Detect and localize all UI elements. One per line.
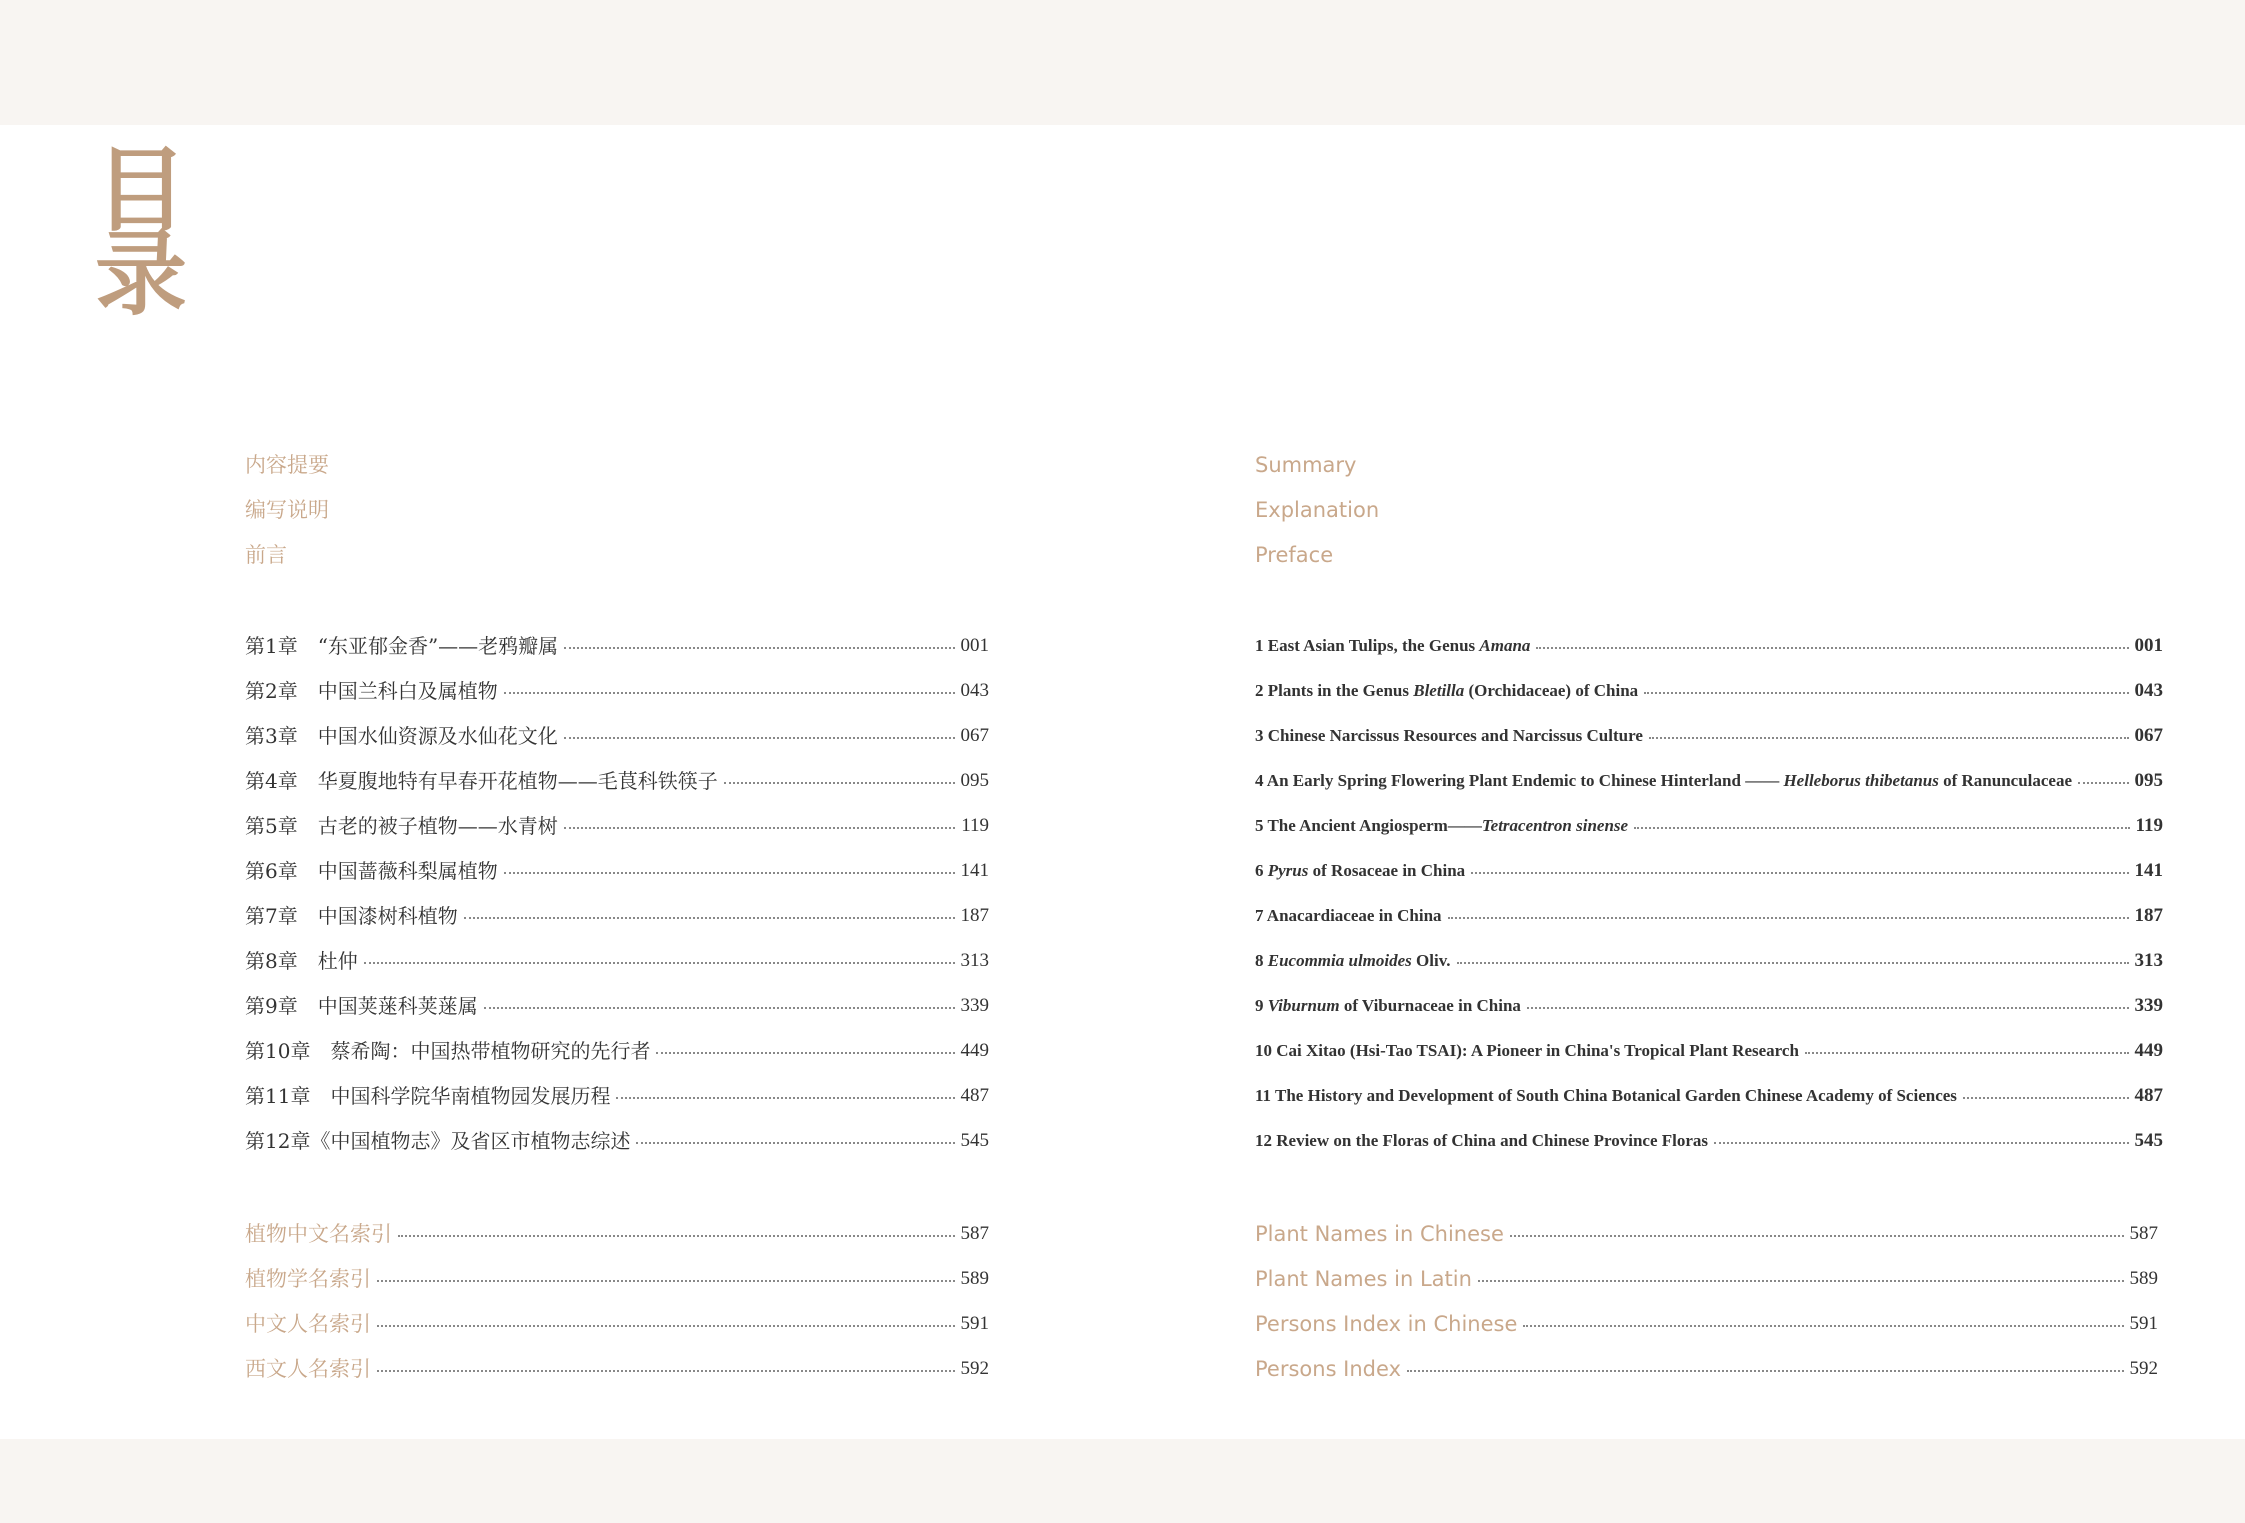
leader-dots (484, 1007, 955, 1009)
page-number: 545 (2134, 1130, 2163, 1151)
chapter-title: 第8章 杜仲 (245, 949, 358, 973)
chapter-title: 第7章 中国漆树科植物 (245, 904, 458, 928)
page-number: 187 (960, 905, 989, 926)
chapter-title: 9 Viburnum of Viburnaceae in China (1255, 996, 1521, 1015)
chapter-title: 第1章 “东亚郁金香”——老鸦瓣属 (245, 634, 559, 658)
toc-chapter-entry-en[interactable] (1255, 986, 2163, 1026)
leader-dots (1523, 1325, 2123, 1327)
index-title: Persons Index (1255, 1357, 1401, 1381)
leader-dots (398, 1235, 955, 1237)
chapter-title: 2 Plants in the Genus Bletilla (Orchidaceae) of China (1255, 681, 1639, 700)
index-title: 中文人名索引 (245, 1312, 371, 1336)
bottom-margin-band (0, 1439, 2245, 1523)
leader-dots (656, 1052, 954, 1054)
page-number: 313 (960, 950, 989, 971)
toc-chapter-entry-zh[interactable] (245, 1076, 989, 1116)
index-title: 西文人名索引 (245, 1357, 371, 1381)
chapter-title: 6 Pyrus of Rosaceae in China (1255, 861, 1466, 880)
leader-dots (377, 1370, 955, 1372)
leader-dots (564, 647, 954, 649)
leader-dots (2078, 782, 2128, 784)
page-number: 449 (960, 1040, 989, 1061)
index-title: Plant Names in Latin (1255, 1267, 1472, 1291)
toc-chapter-entry-en[interactable] (1255, 851, 2163, 891)
leader-dots (1448, 917, 2129, 919)
toc-index-entry-zh[interactable] (245, 1214, 989, 1254)
page-number: 043 (2134, 680, 2163, 701)
page-number: 339 (960, 995, 989, 1016)
leader-dots (377, 1280, 955, 1282)
page-number: 592 (2129, 1358, 2158, 1379)
toc-front-label: 编写说明 (245, 498, 329, 522)
leader-dots (724, 782, 955, 784)
chapter-title: 第11章 中国科学院华南植物园发展历程 (245, 1084, 611, 1108)
toc-front-item-en[interactable] (1255, 490, 2163, 530)
chapter-title: 第3章 中国水仙资源及水仙花文化 (245, 724, 558, 748)
page-title (95, 136, 205, 328)
page-number: 449 (2134, 1040, 2163, 1061)
leader-dots (377, 1325, 955, 1327)
chapter-title: 第5章 古老的被子植物——水青树 (245, 814, 558, 838)
page-number: 589 (960, 1268, 989, 1289)
chapter-title: 11 The History and Development of South China Botanical Garden Chinese Academy of Sciences (1255, 1086, 1957, 1105)
toc-chapter-entry-zh[interactable] (245, 896, 989, 936)
page-number: 067 (960, 725, 989, 746)
toc-chapter-entry-en[interactable] (1255, 806, 2163, 846)
leader-dots (1527, 1007, 2129, 1009)
leader-dots (1471, 872, 2128, 874)
leader-dots (564, 827, 955, 829)
toc-chapter-entry-en[interactable] (1255, 1076, 2163, 1116)
toc-index-entry-zh[interactable] (245, 1304, 989, 1344)
leader-dots (1510, 1235, 2124, 1237)
toc-front-item-zh[interactable] (245, 445, 989, 485)
page-number: 043 (960, 680, 989, 701)
page-number: 592 (960, 1358, 989, 1379)
page-title-char-2: 录 (95, 220, 188, 328)
index-title: 植物学名索引 (245, 1267, 371, 1291)
chapter-title: 第9章 中国荚蒾科荚蒾属 (245, 994, 478, 1018)
chapter-title: 第6章 中国蔷薇科梨属植物 (245, 859, 498, 883)
toc-chapter-entry-zh[interactable] (245, 1121, 989, 1161)
leader-dots (504, 692, 955, 694)
page-number: 095 (960, 770, 989, 791)
toc-index-entry-en[interactable] (1255, 1259, 2158, 1299)
chapter-title: 第2章 中国兰科白及属植物 (245, 679, 498, 703)
toc-chapter-entry-zh[interactable] (245, 1031, 989, 1071)
page-number: 591 (2129, 1313, 2158, 1334)
toc-front-label: Explanation (1255, 498, 1380, 522)
leader-dots (1634, 827, 2129, 829)
page-number: 067 (2134, 725, 2163, 746)
chapter-title: 1 East Asian Tulips, the Genus Amana (1255, 636, 1531, 655)
page-number: 591 (960, 1313, 989, 1334)
toc-chapter-entry-en[interactable] (1255, 896, 2163, 936)
leader-dots (1644, 692, 2128, 694)
toc-chapter-entry-zh[interactable] (245, 806, 989, 846)
chapter-title: 第4章 华夏腹地特有早春开花植物——毛茛科铁筷子 (245, 769, 718, 793)
toc-index-entry-zh[interactable] (245, 1259, 989, 1299)
toc-chapter-entry-en[interactable] (1255, 1121, 2163, 1161)
leader-dots (1457, 962, 2129, 964)
leader-dots (636, 1142, 954, 1144)
chapter-title: 第12章《中国植物志》及省区市植物志综述 (245, 1129, 631, 1153)
toc-chapter-entry-zh[interactable] (245, 761, 989, 801)
chapter-title: 5 The Ancient Angiosperm——Tetracentron sinense (1255, 816, 1629, 835)
toc-chapter-entry-en[interactable] (1255, 716, 2163, 756)
toc-chapter-entry-en[interactable] (1255, 671, 2163, 711)
toc-chapter-entry-en[interactable] (1255, 761, 2163, 801)
chapter-title: 7 Anacardiaceae in China (1255, 906, 1442, 925)
toc-index-entry-zh[interactable] (245, 1349, 989, 1389)
toc-chapter-entry-zh[interactable] (245, 986, 989, 1026)
index-title: Plant Names in Chinese (1255, 1222, 1504, 1246)
page-number: 587 (2129, 1223, 2158, 1244)
page-number: 095 (2134, 770, 2163, 791)
page-number: 545 (960, 1130, 989, 1151)
page-number: 339 (2134, 995, 2163, 1016)
toc-front-label: 前言 (245, 543, 287, 567)
toc-front-label: Preface (1255, 543, 1334, 567)
toc-chapter-entry-en[interactable] (1255, 941, 2163, 981)
toc-chapter-entry-zh[interactable] (245, 851, 989, 891)
toc-chapter-entry-zh[interactable] (245, 671, 989, 711)
page-number: 487 (960, 1085, 989, 1106)
page-number: 119 (2135, 815, 2163, 836)
page-number: 187 (2134, 905, 2163, 926)
toc-chapter-entry-en[interactable] (1255, 626, 2163, 666)
chapter-title: 12 Review on the Floras of China and Chinese Province Floras (1255, 1131, 1709, 1150)
page-number: 001 (2134, 635, 2163, 656)
index-title: Persons Index in Chinese (1255, 1312, 1518, 1336)
toc-chapter-entry-en[interactable] (1255, 1031, 2163, 1071)
page-number: 487 (2134, 1085, 2163, 1106)
leader-dots (1805, 1052, 2129, 1054)
toc-index-entry-en[interactable] (1255, 1349, 2158, 1389)
leader-dots (1963, 1097, 2129, 1099)
leader-dots (1407, 1370, 2124, 1372)
toc-front-item-zh[interactable] (245, 535, 989, 575)
toc-index-entry-en[interactable] (1255, 1304, 2158, 1344)
leader-dots (1714, 1142, 2128, 1144)
page-number: 313 (2134, 950, 2163, 971)
page-title-char-1: 目 (95, 136, 188, 244)
page-number: 119 (961, 815, 989, 836)
toc-front-label: 内容提要 (245, 453, 329, 477)
chapter-title: 10 Cai Xitao (Hsi-Tao TSAI): A Pioneer in China's Tropical Plant Research (1255, 1041, 1799, 1060)
page-number: 001 (960, 635, 989, 656)
toc-front-label: Summary (1255, 453, 1357, 477)
toc-front-item-en[interactable] (1255, 445, 2163, 485)
leader-dots (1536, 647, 2128, 649)
leader-dots (1478, 1280, 2124, 1282)
leader-dots (564, 737, 955, 739)
page-number: 141 (960, 860, 989, 881)
leader-dots (1649, 737, 2129, 739)
page-number: 587 (960, 1223, 989, 1244)
page-number: 141 (2134, 860, 2163, 881)
leader-dots (504, 872, 955, 874)
chapter-title: 4 An Early Spring Flowering Plant Endemic to Chinese Hinterland —— Helleborus thibetanus of Ranunculaceae (1255, 771, 2073, 790)
toc-front-item-zh[interactable] (245, 490, 989, 530)
toc-chapter-entry-zh[interactable] (245, 716, 989, 756)
toc-chapter-entry-zh[interactable] (245, 626, 989, 666)
chapter-title: 第10章 蔡希陶：中国热带植物研究的先行者 (245, 1039, 651, 1063)
toc-index-entry-en[interactable] (1255, 1214, 2158, 1254)
leader-dots (464, 917, 955, 919)
leader-dots (616, 1097, 954, 1099)
toc-front-item-en[interactable] (1255, 535, 2163, 575)
toc-chapter-entry-zh[interactable] (245, 941, 989, 981)
index-title: 植物中文名索引 (245, 1222, 392, 1246)
leader-dots (364, 962, 955, 964)
page-number: 589 (2129, 1268, 2158, 1289)
chapter-title: 8 Eucommia ulmoides Oliv. (1255, 951, 1451, 970)
top-margin-band (0, 0, 2245, 125)
chapter-title: 3 Chinese Narcissus Resources and Narcissus Culture (1255, 726, 1643, 745)
